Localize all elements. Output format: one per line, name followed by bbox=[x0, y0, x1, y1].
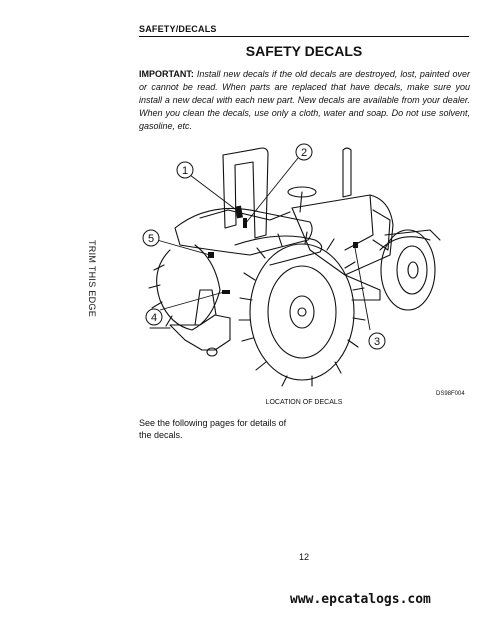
trim-edge-label: TRIM THIS EDGE bbox=[87, 240, 97, 318]
callout-2 bbox=[296, 144, 312, 160]
rear-fender bbox=[175, 208, 312, 255]
tractor-decal-diagram bbox=[140, 140, 450, 390]
section-header: SAFETY/DECALS bbox=[139, 24, 217, 34]
three-point-hitch bbox=[170, 315, 230, 350]
follow-text: See the following pages for details of the decals. bbox=[139, 418, 287, 440]
important-text: Install new decals if the old decals are destroyed, lost, painted over or cannot be read. When parts are replaced that have decals, make sure you install a new decal with each new part. New decals are available from your dealer. When you clean the decals, use only a cloth, water and soap. Do not use solvent, gasoline, etc. bbox=[139, 69, 470, 131]
decal-mark bbox=[353, 242, 358, 248]
page-title: SAFETY DECALS bbox=[245, 43, 363, 59]
important-note bbox=[139, 68, 470, 133]
page-number: 12 bbox=[298, 552, 309, 562]
svg-text:5: 5 bbox=[147, 233, 155, 245]
decal-mark bbox=[243, 218, 247, 228]
rear-right-tire bbox=[250, 244, 354, 380]
svg-text:4: 4 bbox=[150, 312, 158, 324]
header-rule bbox=[139, 36, 469, 37]
exhaust-stack bbox=[343, 148, 351, 197]
svg-text:3: 3 bbox=[373, 336, 381, 348]
important-lead: IMPORTANT: bbox=[139, 69, 194, 79]
svg-text:2: 2 bbox=[300, 147, 308, 159]
figure-code: DS98F004 bbox=[436, 391, 465, 397]
callout-4 bbox=[146, 309, 162, 325]
hood bbox=[292, 195, 393, 275]
watermark: www.epcatalogs.com bbox=[290, 592, 431, 607]
callout-5 bbox=[143, 230, 159, 246]
svg-text:1: 1 bbox=[181, 165, 189, 177]
callout-1 bbox=[177, 162, 193, 178]
callout-3 bbox=[369, 333, 385, 349]
figure-caption: LOCATION OF DECALS bbox=[265, 399, 343, 406]
